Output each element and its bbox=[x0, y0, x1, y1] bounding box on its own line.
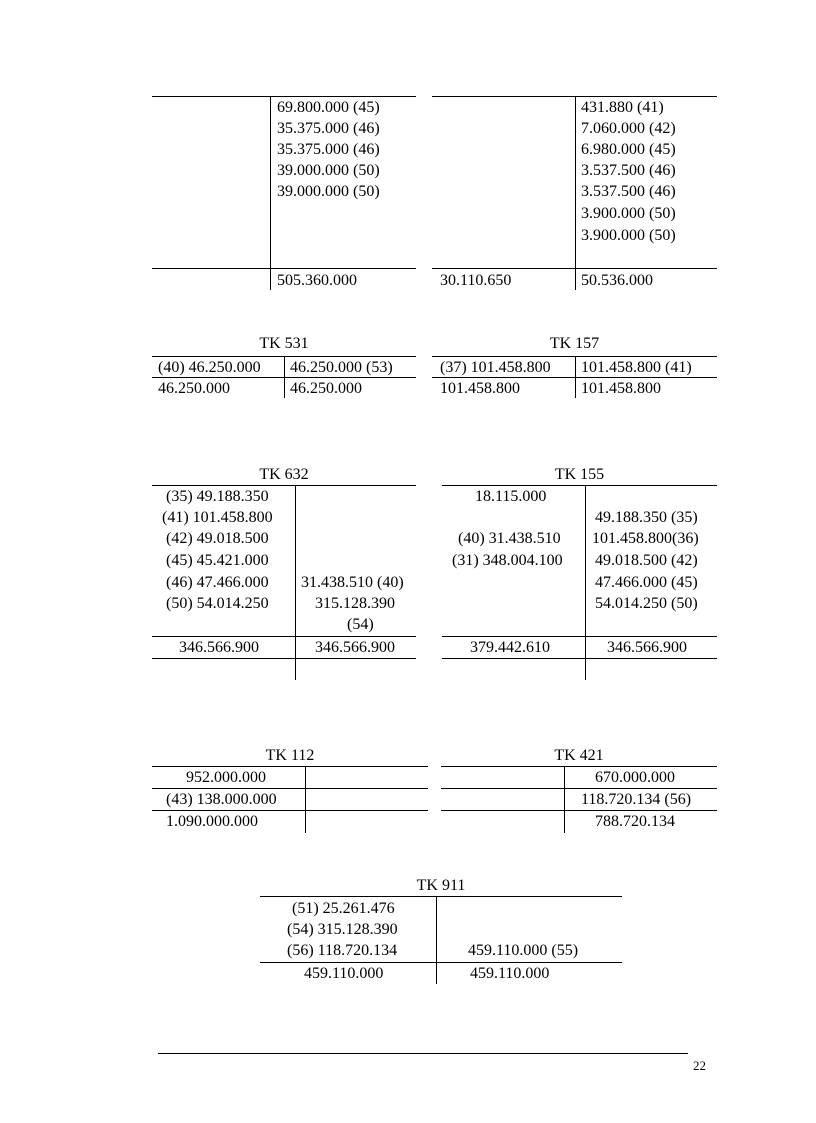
credit-entry: 3.537.500 (46) bbox=[581, 183, 676, 200]
account-title: TK 911 bbox=[416, 877, 466, 894]
account-title: TK 531 bbox=[259, 335, 309, 352]
credit-entry-ref: (54) bbox=[347, 616, 374, 633]
t-divider bbox=[270, 96, 271, 290]
footer-rule bbox=[158, 1053, 688, 1054]
credit-total: 101.458.800 bbox=[581, 380, 661, 397]
credit-total: 50.536.000 bbox=[581, 272, 653, 289]
credit-total: 346.566.900 bbox=[607, 639, 687, 656]
account-title: TK 112 bbox=[265, 747, 315, 764]
credit-entry: 101.458.800(36) bbox=[592, 530, 699, 547]
credit-entry: 46.250.000 (53) bbox=[290, 359, 393, 376]
total-rule bbox=[432, 268, 717, 269]
t-divider bbox=[295, 485, 296, 680]
debit-entry: (35) 49.188.350 bbox=[166, 488, 269, 505]
debit-total: 379.442.610 bbox=[470, 639, 550, 656]
opening-balance: 18.115.000 bbox=[475, 488, 547, 505]
credit-entry: 54.014.250 (50) bbox=[595, 595, 698, 612]
credit-entry: 3.900.000 (50) bbox=[581, 205, 676, 222]
credit-entry: 101.458.800 (41) bbox=[581, 359, 692, 376]
credit-entry: 35.375.000 (46) bbox=[277, 120, 380, 137]
credit-entry: 315.128.390 bbox=[315, 595, 395, 612]
credit-entry: 3.537.500 (46) bbox=[581, 162, 676, 179]
credit-entry: 35.375.000 (46) bbox=[277, 141, 380, 158]
debit-entry: (50) 54.014.250 bbox=[166, 595, 269, 612]
opening-balance: 670.000.000 bbox=[595, 769, 675, 786]
credit-entry: 118.720.134 (56) bbox=[581, 791, 692, 808]
t-divider bbox=[436, 896, 437, 984]
debit-entry: (41) 101.458.800 bbox=[162, 509, 273, 526]
debit-entry: (40) 46.250.000 bbox=[158, 359, 261, 376]
credit-total: 46.250.000 bbox=[290, 380, 362, 397]
debit-entry: (54) 315.128.390 bbox=[287, 921, 398, 938]
credit-entry: 49.018.500 (42) bbox=[595, 552, 698, 569]
debit-entry: (42) 49.018.500 bbox=[166, 530, 269, 547]
credit-entry: 459.110.000 (55) bbox=[468, 942, 579, 959]
t-divider bbox=[564, 766, 565, 833]
closing-rule bbox=[152, 658, 416, 659]
closing-rule bbox=[442, 658, 717, 659]
credit-entry: 7.060.000 (42) bbox=[581, 120, 676, 137]
debit-total: 101.458.800 bbox=[440, 380, 520, 397]
debit-total: 46.250.000 bbox=[158, 380, 230, 397]
debit-entry: (37) 101.458.800 bbox=[440, 359, 551, 376]
debit-entry: (31) 348.004.100 bbox=[452, 552, 563, 569]
credit-entry: 39.000.000 (50) bbox=[277, 183, 380, 200]
debit-total: 346.566.900 bbox=[179, 639, 259, 656]
credit-total: 505.360.000 bbox=[277, 272, 357, 289]
credit-entry: 431.880 (41) bbox=[581, 99, 664, 116]
closing-balance: 788.720.134 bbox=[595, 813, 675, 830]
credit-entry: 31.438.510 (40) bbox=[301, 574, 404, 591]
credit-total: 459.110.000 bbox=[470, 965, 550, 982]
t-divider bbox=[585, 485, 586, 680]
debit-total: 459.110.000 bbox=[304, 965, 384, 982]
debit-entry: (43) 138.000.000 bbox=[166, 791, 277, 808]
debit-entry: (56) 118.720.134 bbox=[287, 942, 398, 959]
opening-balance: 952.000.000 bbox=[186, 769, 266, 786]
account-title: TK 421 bbox=[554, 747, 604, 764]
total-rule bbox=[441, 810, 717, 811]
page-number: 22 bbox=[693, 1058, 706, 1073]
debit-entry: (46) 47.466.000 bbox=[166, 574, 269, 591]
credit-entry: 49.188.350 (35) bbox=[595, 509, 698, 526]
debit-entry: (45) 45.421.000 bbox=[166, 552, 269, 569]
credit-entry: 47.466.000 (45) bbox=[595, 574, 698, 591]
debit-entry: (51) 25.261.476 bbox=[292, 900, 395, 917]
header-rule bbox=[260, 896, 622, 897]
credit-total: 346.566.900 bbox=[315, 639, 395, 656]
closing-balance: 1.090.000.000 bbox=[166, 813, 258, 830]
credit-entry: 3.900.000 (50) bbox=[581, 227, 676, 244]
total-rule bbox=[152, 268, 416, 269]
account-title: TK 155 bbox=[554, 466, 605, 483]
account-title: TK 632 bbox=[259, 466, 309, 483]
header-rule bbox=[441, 766, 717, 767]
credit-entry: 6.980.000 (45) bbox=[581, 141, 676, 158]
credit-entry: 39.000.000 (50) bbox=[277, 162, 380, 179]
account-title: TK 157 bbox=[549, 335, 600, 352]
debit-total: 30.110.650 bbox=[440, 272, 512, 289]
t-divider bbox=[575, 96, 576, 290]
debit-entry: (40) 31.438.510 bbox=[458, 530, 561, 547]
t-divider bbox=[305, 766, 306, 833]
credit-entry: 69.800.000 (45) bbox=[277, 99, 380, 116]
